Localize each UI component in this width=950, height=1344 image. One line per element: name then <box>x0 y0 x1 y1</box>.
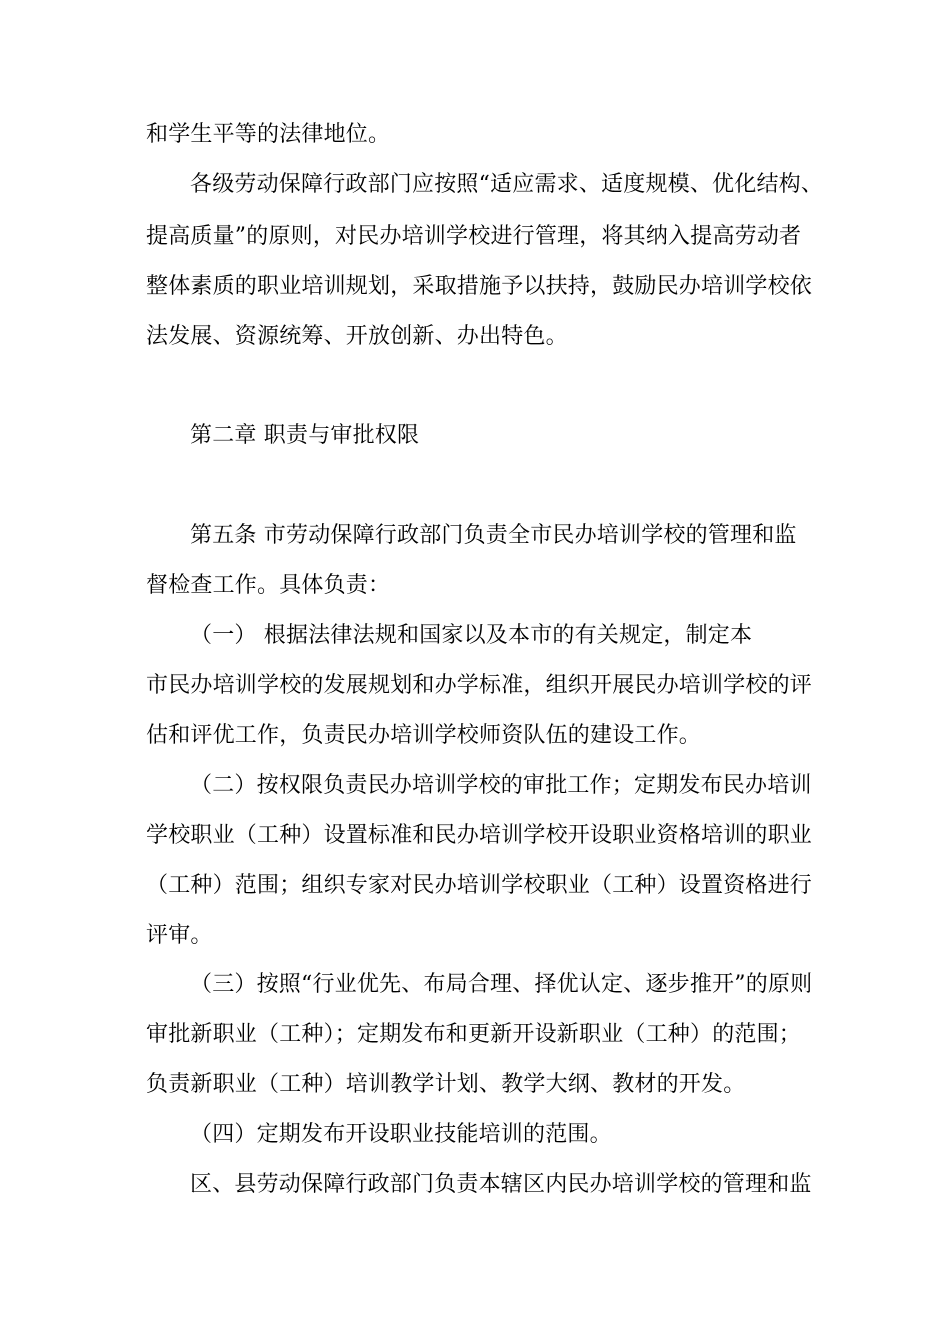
text-line: （一） 根据法律法规和国家以及本市的有关规定，制定本 <box>190 623 753 648</box>
text-line: 市民办培训学校的发展规划和办学标准，组织开展民办培训学校的评 <box>146 673 813 698</box>
text-line: 法发展、资源统筹、开放创新、办出特色。 <box>146 324 568 349</box>
text-line: （三）按照“行业优先、布局合理、择优认定、逐步推开”的原则 <box>190 972 813 997</box>
text-line: 估和评优工作，负责民办培训学校师资队伍的建设工作。 <box>146 723 702 748</box>
chapter-heading: 第二章 职责与审批权限 <box>190 423 420 448</box>
text-line: 学校职业（工种）设置标准和民办培训学校开设职业资格培训的职业 <box>146 823 813 848</box>
text-line: 和学生平等的法律地位。 <box>146 122 391 147</box>
text-line: 评审。 <box>146 923 213 948</box>
text-line: 督检查工作。具体负责： <box>146 573 391 598</box>
text-line: 区、县劳动保障行政部门负责本辖区内民办培训学校的管理和监 <box>190 1172 812 1197</box>
text-line: （四）定期发布开设职业技能培训的范围。 <box>190 1122 612 1147</box>
text-line: 审批新职业（工种）；定期发布和更新开设新职业（工种）的范围； <box>146 1022 802 1047</box>
text-line: 第五条 市劳动保障行政部门负责全市民办培训学校的管理和监 <box>190 523 797 548</box>
text-line: （二）按权限负责民办培训学校的审批工作；定期发布民办培训 <box>190 773 812 798</box>
text-line: 提高质量”的原则，对民办培训学校进行管理，将其纳入提高劳动者 <box>146 224 802 249</box>
text-line: 负责新职业（工种）培训教学计划、教学大纲、教材的开发。 <box>146 1072 746 1097</box>
text-line: 整体素质的职业培训规划，采取措施予以扶持，鼓励民办培训学校依 <box>146 274 813 299</box>
text-line: （工种）范围；组织专家对民办培训学校职业（工种）设置资格进行 <box>146 873 813 898</box>
text-line: 各级劳动保障行政部门应按照“适应需求、适度规模、优化结构、 <box>190 172 824 197</box>
